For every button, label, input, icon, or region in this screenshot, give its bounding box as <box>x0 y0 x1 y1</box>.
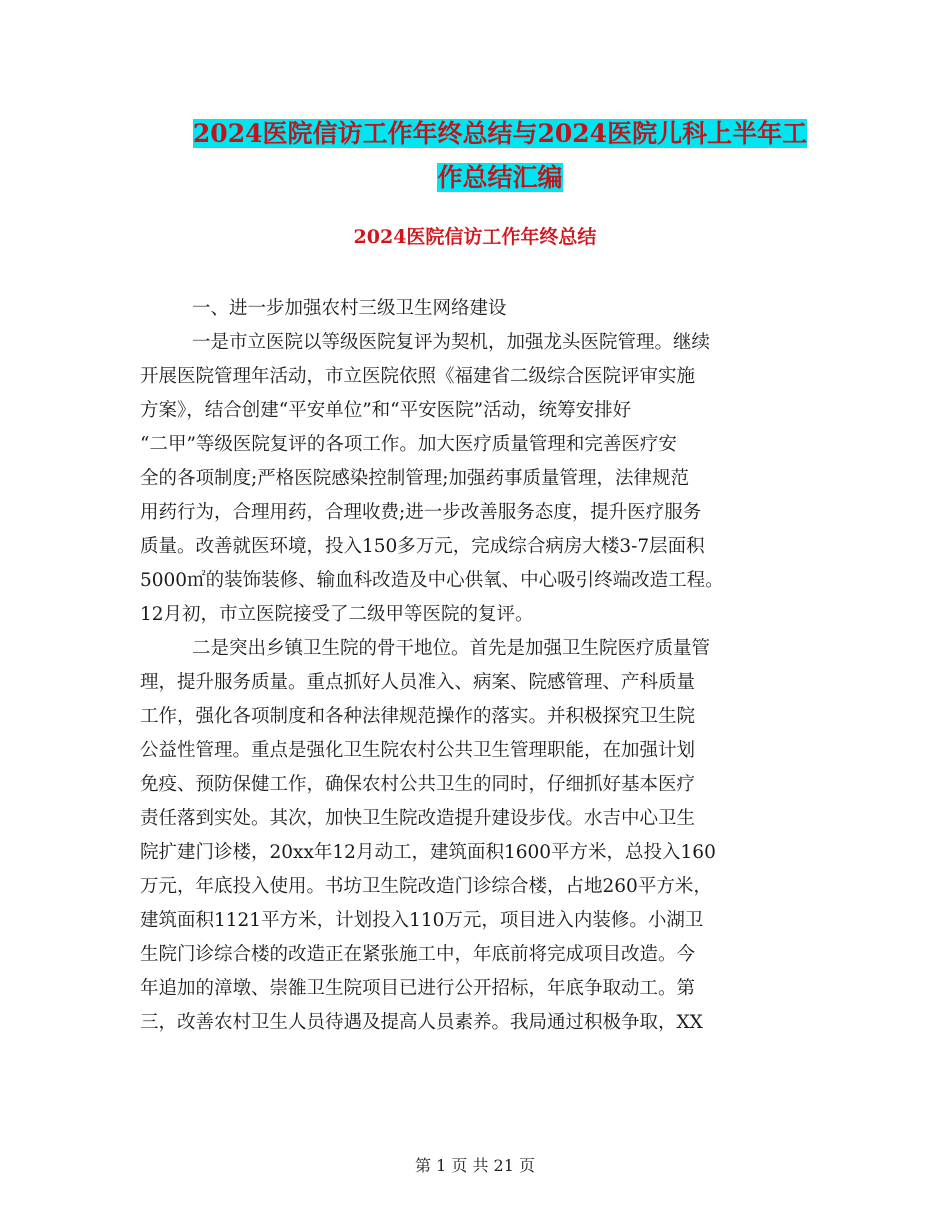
body-line: “二甲”等级医院复评的各项工作。加大医疗质量管理和完善医疗安 <box>140 434 677 455</box>
body-text <box>140 292 810 1040</box>
document-title-line-2: 作总结汇编 <box>437 163 563 192</box>
body-line: 理，提升服务质量。重点抓好人员准入、病案、院感管理、产科质量 <box>140 672 696 693</box>
body-line: 工作，强化各项制度和各种法律规范操作的落实。并积极探究卫生院 <box>140 706 696 727</box>
body-line: 开展医院管理年活动，市立医院依照《福建省二级综合医院评审实施 <box>140 366 696 387</box>
body-line: 三，改善农村卫生人员待遇及提高人员素养。我局通过积极争取，XX <box>140 1012 703 1033</box>
body-line: 二是突出乡镇卫生院的骨干地位。首先是加强卫生院医疗质量管 <box>192 638 711 659</box>
document-title <box>140 112 860 200</box>
document-title-line-1: 2024医院信访工作年终总结与2024医院儿科上半年工 <box>192 119 808 148</box>
body-line: 公益性管理。重点是强化卫生院农村公共卫生管理职能，在加强计划 <box>140 740 696 761</box>
body-line: 方案》，结合创建“平安单位”和“平安医院”活动，统筹安排好 <box>140 400 632 421</box>
body-line: 年追加的漳墩、崇雒卫生院项目已进行公开招标，年底争取动工。第 <box>140 978 696 999</box>
body-line: 一、进一步加强农村三级卫生网络建设 <box>192 298 507 319</box>
page-footer: 第 1 页 共 21 页 <box>415 1156 535 1175</box>
body-line: 生院门诊综合楼的改造正在紧张施工中，年底前将完成项目改造。今 <box>140 944 696 965</box>
body-line: 一是市立医院以等级医院复评为契机，加强龙头医院管理。继续 <box>192 332 711 353</box>
body-line: 免疫、预防保健工作，确保农村公共卫生的同时，仔细抓好基本医疗 <box>140 774 696 795</box>
body-line: 万元，年底投入使用。书坊卫生院改造门诊综合楼，占地260平方米， <box>140 876 712 897</box>
body-line: 责任落到实处。其次，加快卫生院改造提升建设步伐。水吉中心卫生 <box>140 808 696 829</box>
section-title: 2024医院信访工作年终总结 <box>353 226 597 248</box>
body-line: 院扩建门诊楼，20xx年12月动工，建筑面积1600平方米，总投入160 <box>140 842 716 863</box>
body-line: 建筑面积1121平方米，计划投入110万元，项目进入内装修。小湖卫 <box>140 910 704 931</box>
body-line: 全的各项制度;严格医院感染控制管理;加强药事质量管理，法律规范 <box>140 468 689 489</box>
body-line: 用药行为，合理用药，合理收费;进一步改善服务态度，提升医疗服务 <box>140 502 702 523</box>
body-line: 5000㎡的装饰装修、输血科改造及中心供氧、中心吸引终端改造工程。 <box>140 570 724 591</box>
body-line: 12月初，市立医院接受了二级甲等医院的复评。 <box>140 604 534 625</box>
body-line: 质量。改善就医环境，投入150多万元，完成综合病房大楼3-7层面积 <box>140 536 705 557</box>
